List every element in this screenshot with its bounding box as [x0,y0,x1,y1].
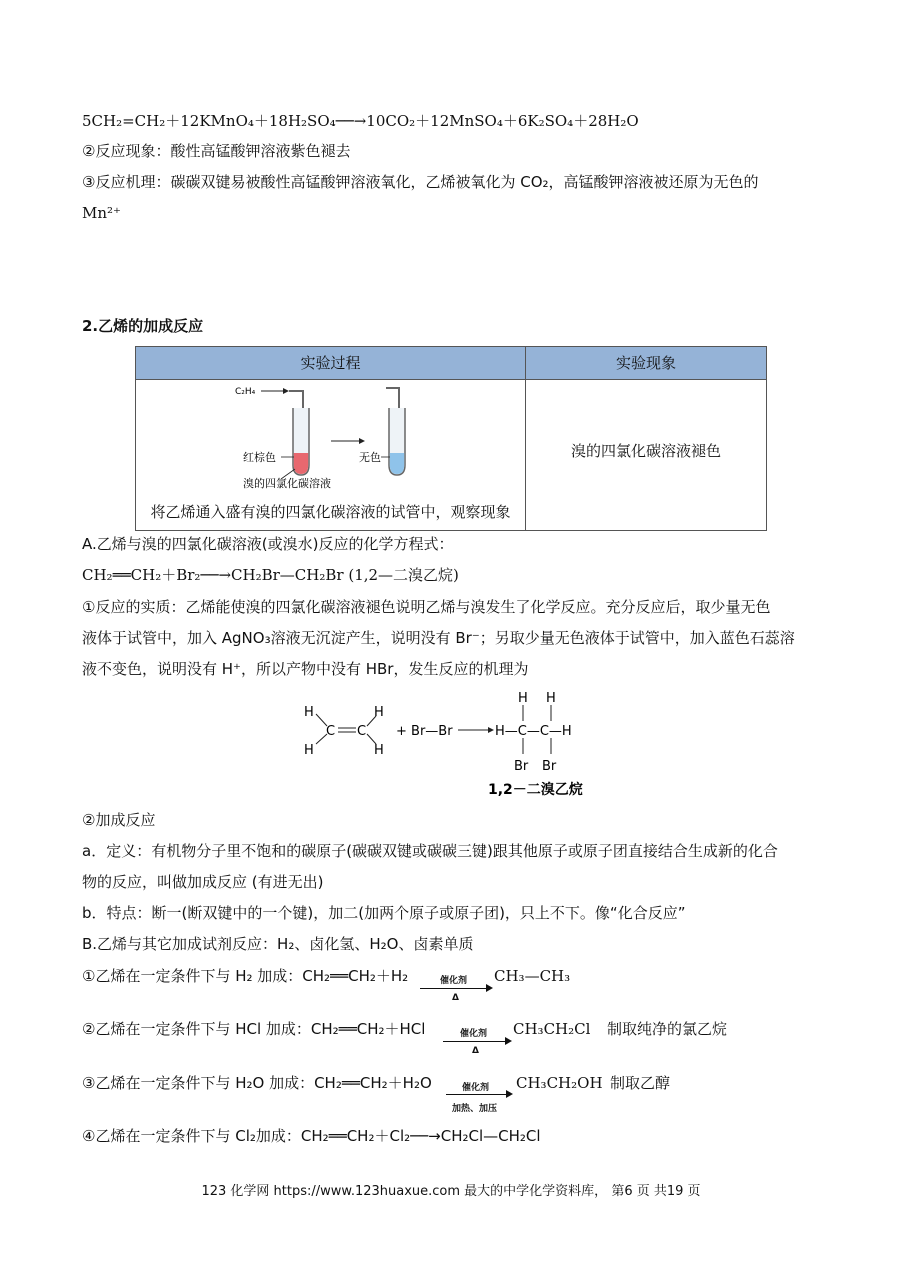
r3-arrow-head [506,1090,513,1098]
section-heading: 2.乙烯的加成反应 [82,317,204,335]
atom-c: C [326,724,336,739]
bromine-equation: CH₂══CH₂＋Br₂──→CH₂Br—CH₂Br (1,2—二溴乙烷) [82,566,459,584]
reaction-1: ①乙烯在一定条件下与 H₂ 加成：CH₂══CH₂＋H₂ [82,967,409,985]
reaction-arrow-head [359,438,365,444]
plus-br2: + Br—Br [396,724,453,739]
r1-arrow-head [486,984,493,992]
gas-label: C₂H₄ [235,387,256,397]
atom-h: H [304,705,314,720]
r3-catalyst: 催化剂 [462,1083,490,1093]
essence-line-2: 液体于试管中，加入 AgNO₃溶液无沉淀产生，说明没有 Br⁻；另取少量无色液体于试管中，加入蓝色石蕊溶 [82,629,795,647]
r3-product: CH₃CH₂OH [516,1074,603,1092]
left-color-label: 红棕色 [243,451,276,464]
atom-h: H [374,705,384,720]
r3-note: 制取乙醇 [610,1074,671,1092]
observation-text: 溴的四氯化碳溶液褪色 [570,442,721,460]
test-tube-figure [231,383,461,493]
mechanism-figure [300,688,600,803]
essence-line-3: 液不变色，说明没有 H⁺，所以产物中没有 HBr，发生反应的机理为 [82,660,529,678]
addition-title: ②加成反应 [82,811,156,829]
reaction-mechanism: ③反应机理：碳碳双键易被酸性高锰酸钾溶液氧化，乙烯被氧化为 CO₂，高锰酸钾溶液被还原为无色的 [82,173,759,191]
r2-arrow-head [505,1037,512,1045]
definition-line-2: 物的反应，叫做加成反应 (有进无出) [82,873,324,891]
reaction-2: ②乙烯在一定条件下与 HCl 加成：CH₂══CH₂＋HCl [82,1020,426,1038]
r2-condition: Δ [472,1046,479,1056]
table-header-procedure: 实验过程 [136,347,525,380]
r3-condition: 加热、加压 [452,1104,498,1114]
atom-h: H [546,691,556,706]
page-footer: 123 化学网 https://www.123huaxue.com 最大的中学化学资料库， 第6 页 共19 页 [201,1184,701,1199]
product-name: 1,2－二溴乙烷 [488,782,583,798]
atom-h: H [304,743,314,758]
product-chain: H—C—C—H [495,724,572,739]
section-a-title: A.乙烯与溴的四氯化碳溶液(或溴水)反应的化学方程式： [82,535,454,553]
reaction-3: ③乙烯在一定条件下与 H₂O 加成：CH₂══CH₂＋H₂O [82,1074,432,1092]
atom-h: H [374,743,384,758]
atom-c: C [357,724,367,739]
r1-product: CH₃—CH₃ [494,967,571,985]
r2-product: CH₃CH₂Cl [513,1020,591,1038]
bromine-solution [294,453,308,474]
definition-line-1: a．定义：有机物分子里不饱和的碳原子(碳碳双键或碳碳三键)跟其他原子或原子团直接结合生成新的化合 [82,842,778,860]
r2-catalyst: 催化剂 [460,1029,488,1039]
reaction-phenomenon: ②反应现象：酸性高锰酸钾溶液紫色褪去 [82,142,351,160]
colorless-solution [390,453,404,474]
procedure-text: 将乙烯通入盛有溴的四氯化碳溶液的试管中，观察现象 [150,503,511,521]
atom-br: Br [514,759,529,774]
r2-arrow [443,1041,509,1042]
kmno4-equation: 5CH₂=CH₂＋12KMnO₄＋18H₂SO₄──→10CO₂＋12MnSO₄＋6K₂SO₄＋28H₂O [82,112,639,130]
solution-label: 溴的四氯化碳溶液 [243,477,331,490]
section-b-title: B.乙烯与其它加成试剂反应：H₂、卤化氢、H₂O、卤素单质 [82,935,474,953]
essence-line-1: ①反应的实质：乙烯能使溴的四氯化碳溶液褪色说明乙烯与溴发生了化学反应。充分反应后，取少量无色 [82,598,771,616]
experiment-table [135,346,767,531]
r1-condition: Δ [452,993,459,1003]
reaction-mechanism-cont: Mn²⁺ [82,204,121,222]
mechanism-arrow-head [488,727,494,733]
right-color-label: 无色 [359,451,381,464]
r1-arrow [420,988,490,989]
r3-arrow [446,1094,510,1095]
reaction-4: ④乙烯在一定条件下与 Cl₂加成：CH₂══CH₂＋Cl₂──→CH₂Cl—CH₂Cl [82,1127,541,1145]
r1-catalyst: 催化剂 [440,976,468,986]
feature-line: b．特点：断一(断双键中的一个键)，加二(加两个原子或原子团)，只上不下。像“化合反应” [82,904,686,922]
table-header-observation: 实验现象 [526,347,766,380]
atom-br: Br [542,759,557,774]
gas-arrow-head [283,388,289,394]
table-divider [525,347,526,530]
r2-note: 制取纯净的氯乙烷 [607,1020,728,1038]
atom-h: H [518,691,528,706]
